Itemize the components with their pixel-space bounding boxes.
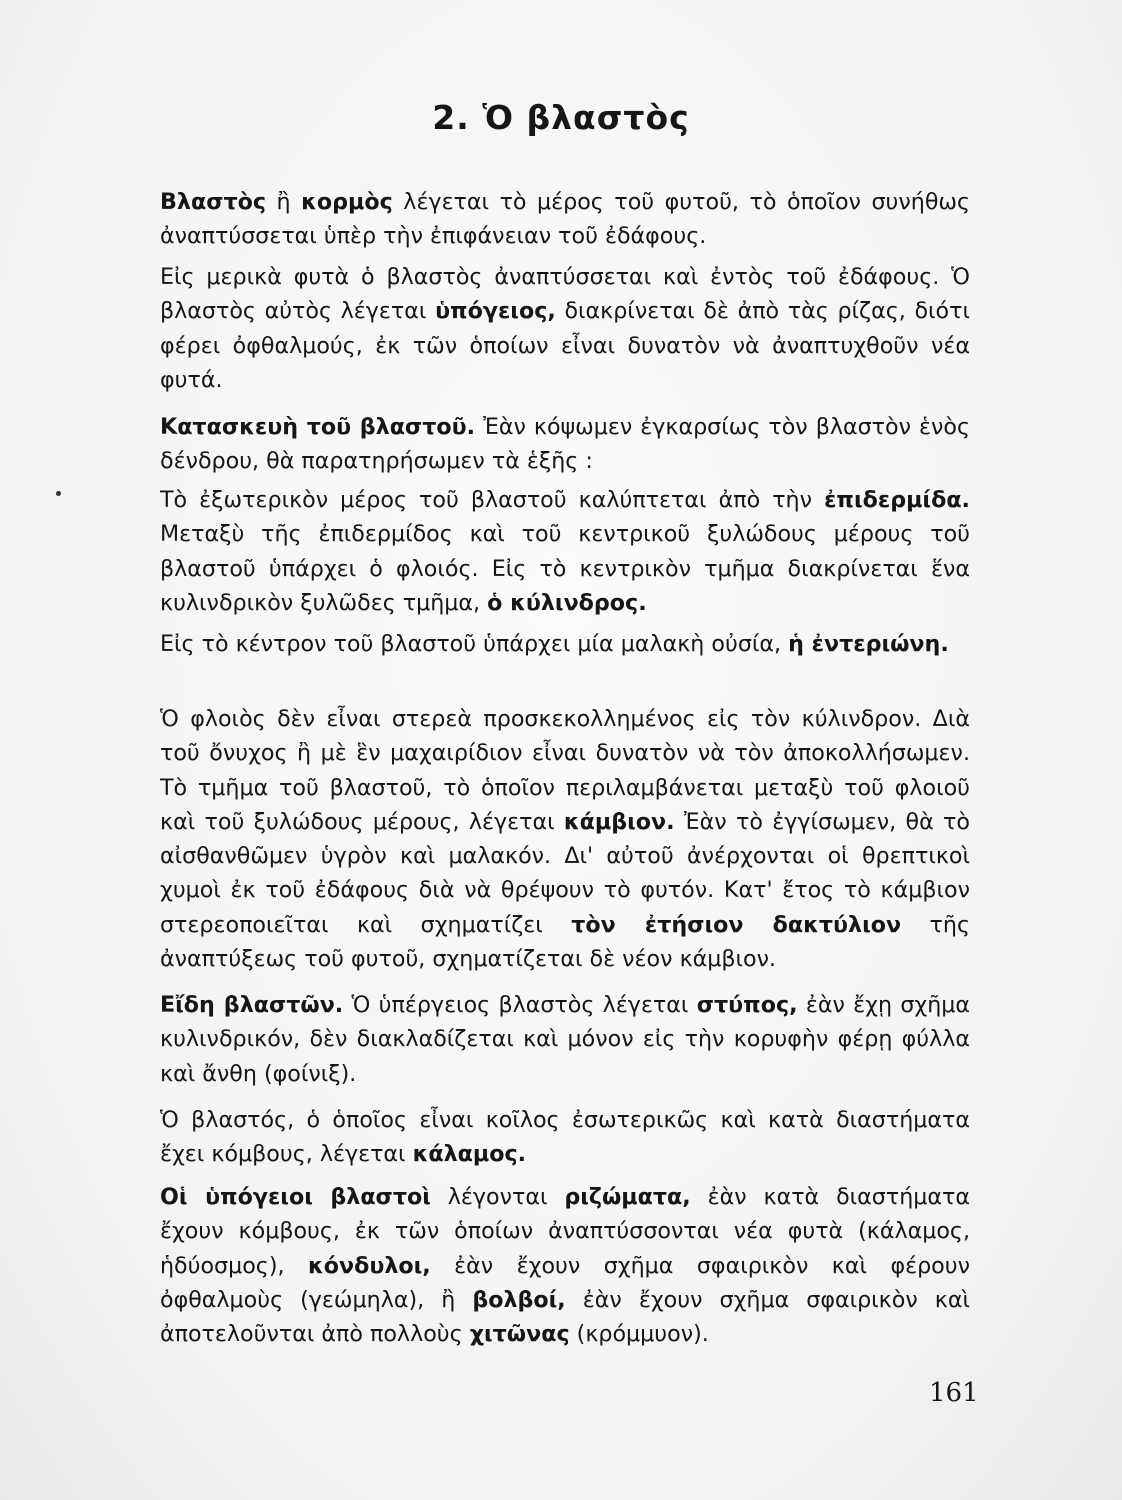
paragraph-bark: Ὁ φλοιὸς δὲν εἶναι στερεὰ προσκεκολλημένος εἰς τὸν κύλινδρον. Διὰ τοῦ ὄνυχος ἢ μὲ ἓν μαχαιρίδιον εἶναι δυνατὸν νὰ τὸν ἀποκολλήσωμεν. Τὸ τμῆμα τοῦ βλαστοῦ, τὸ ὁποῖον περιλαμβάνεται μεταξὺ τοῦ φλοιοῦ καὶ τοῦ ξυλώδους μέρους, λέγεται κάμβιον. Ἐὰν τὸ ἐγγίσωμεν, θὰ τὸ αἰσθανθῶμεν ὑγρὸν καὶ μαλακόν. Δι' αὐτοῦ ἀνέρχονται οἱ θρεπτικοὶ χυμοὶ ἐκ τοῦ ἐδάφους διὰ νὰ θρέψουν τὸ φυτόν. Κατ' ἔτος τὸ κάμβιον στερεοποιεῖται καὶ σχηματίζει τὸν ἐτήσιον δακτύλιον τῆς ἀναπτύξεως τοῦ φυτοῦ, σχηματίζεται δὲ νέον κάμβιον.	[160, 706, 970, 973]
section-heading: 2. Ὁ βλαστὸς	[432, 98, 690, 137]
term-underground-stems: Οἱ ὑπόγειοι βλαστοὶ	[160, 1184, 431, 1210]
term-kylindros: ὁ κύλινδρος.	[487, 589, 647, 616]
paragraph-epidermis: Τὸ ἐξωτερικὸν μέρος τοῦ βλαστοῦ καλύπτεται ἀπὸ τὴν ἐπιδερμίδα. Μεταξὺ τῆς ἐπιδερμίδος καὶ τοῦ κεντρικοῦ ξυλώδους μέρους τοῦ βλαστοῦ ὑπάρχει ὁ φλοιός. Εἰς τὸ κεντρικὸν τμῆμα διακρίνεται ἕνα κυλινδρικὸν ξυλῶδες τμῆμα, ὁ κύλινδρος.	[160, 487, 970, 616]
paragraph-structure: Κατασκευὴ τοῦ βλαστοῦ. Ἐὰν κόψωμεν ἐγκαρσίως τὸν βλαστὸν ἑνὸς δένδρου, θὰ παρατηρήσωμεν τὰ ἑξῆς :	[160, 414, 971, 475]
page-number: 161	[929, 1378, 979, 1408]
paragraph-kalamos: Ὁ βλαστός, ὁ ὁποῖος εἶναι κοῖλος ἐσωτερικῶς καὶ κατὰ διαστήματα ἔχει κόμβους, λέγεται κάλαμος.	[160, 1107, 970, 1168]
term-annual-ring: τὸν ἐτήσιον δακτύλιον	[571, 911, 902, 938]
paragraph-kinds: Εἴδη βλαστῶν. Ὁ ὑπέργειος βλαστὸς λέγεται στύπος, ἐὰν ἔχῃ σχῆμα κυλινδρικόν, δὲν διακλαδίζεται καὶ μόνον εἰς τὴν κορυφὴν φέρῃ φύλλα καὶ ἄνθη (φοίνιξ).	[160, 992, 971, 1087]
paragraph-underground: Εἰς μερικὰ φυτὰ ὁ βλαστὸς ἀναπτύσσεται καὶ ἐντὸς τοῦ ἐδάφους. Ὁ βλαστὸς αὐτὸς λέγεται ὑπόγειος, διακρίνεται δὲ ἀπὸ τὰς ρίζας, διότι φέρει ὀφθαλμούς, ἐκ τῶν ὁποίων εἶναι δυνατὸν νὰ ἀναπτυχθοῦν νέα φυτά.	[160, 264, 970, 393]
subheading-structure: Κατασκευὴ τοῦ βλαστοῦ.	[160, 414, 476, 440]
term-xitwnas: χιτῶνας	[469, 1321, 570, 1348]
term-blastos: Βλαστὸς	[160, 189, 267, 215]
margin-dot	[56, 491, 61, 496]
term-kambion: κάμβιον.	[563, 808, 675, 835]
term-bolboi: βολβοί,	[472, 1286, 566, 1313]
term-rizwmata: ριζώματα,	[564, 1184, 691, 1210]
subheading-kinds: Εἴδη βλαστῶν.	[160, 992, 344, 1018]
paragraph-pith: Εἰς τὸ κέντρον τοῦ βλαστοῦ ὑπάρχει μία μαλακὴ οὐσία, ἡ ἐντεριώνη.	[160, 631, 949, 657]
term-enteriwni: ἡ ἐντεριώνη.	[788, 631, 949, 657]
term-kalamos: κάλαμος.	[412, 1141, 527, 1168]
term-ypogeios: ὑπόγειος,	[435, 298, 556, 325]
term-epidermis: ἐπιδερμίδα.	[824, 487, 970, 513]
term-kondyloi: κόνδυλοι,	[308, 1252, 431, 1279]
term-stypos: στύπος,	[696, 992, 798, 1018]
paragraph-definition: Βλαστὸς ἢ κορμὸς λέγεται τὸ μέρος τοῦ φυτοῦ, τὸ ὁποῖον συνήθως ἀναπτύσσεται ὑπὲρ τὴν ἐπιφάνειαν τοῦ ἐδάφους.	[160, 189, 970, 250]
term-kormos: κορμὸς	[301, 189, 393, 215]
paragraph-underground-stems: Οἱ ὑπόγειοι βλαστοὶ λέγονται ριζώματα, ἐὰν κατὰ διαστήματα ἔχουν κόμβους, ἐκ τῶν ὁποίων ἀναπτύσσονται νέα φυτὰ (κάλαμος, ἡδύοσμος), κόνδυλοι, ἐὰν ἔχουν σχῆμα σφαιρικὸν καὶ φέρουν ὀφθαλμοὺς (γεώμηλα), ἢ βολβοί, ἐὰν ἔχουν σχῆμα σφαιρικὸν καὶ ἀποτελοῦνται ἀπὸ πολλοὺς χιτῶνας (κρόμμυον).	[160, 1184, 970, 1348]
